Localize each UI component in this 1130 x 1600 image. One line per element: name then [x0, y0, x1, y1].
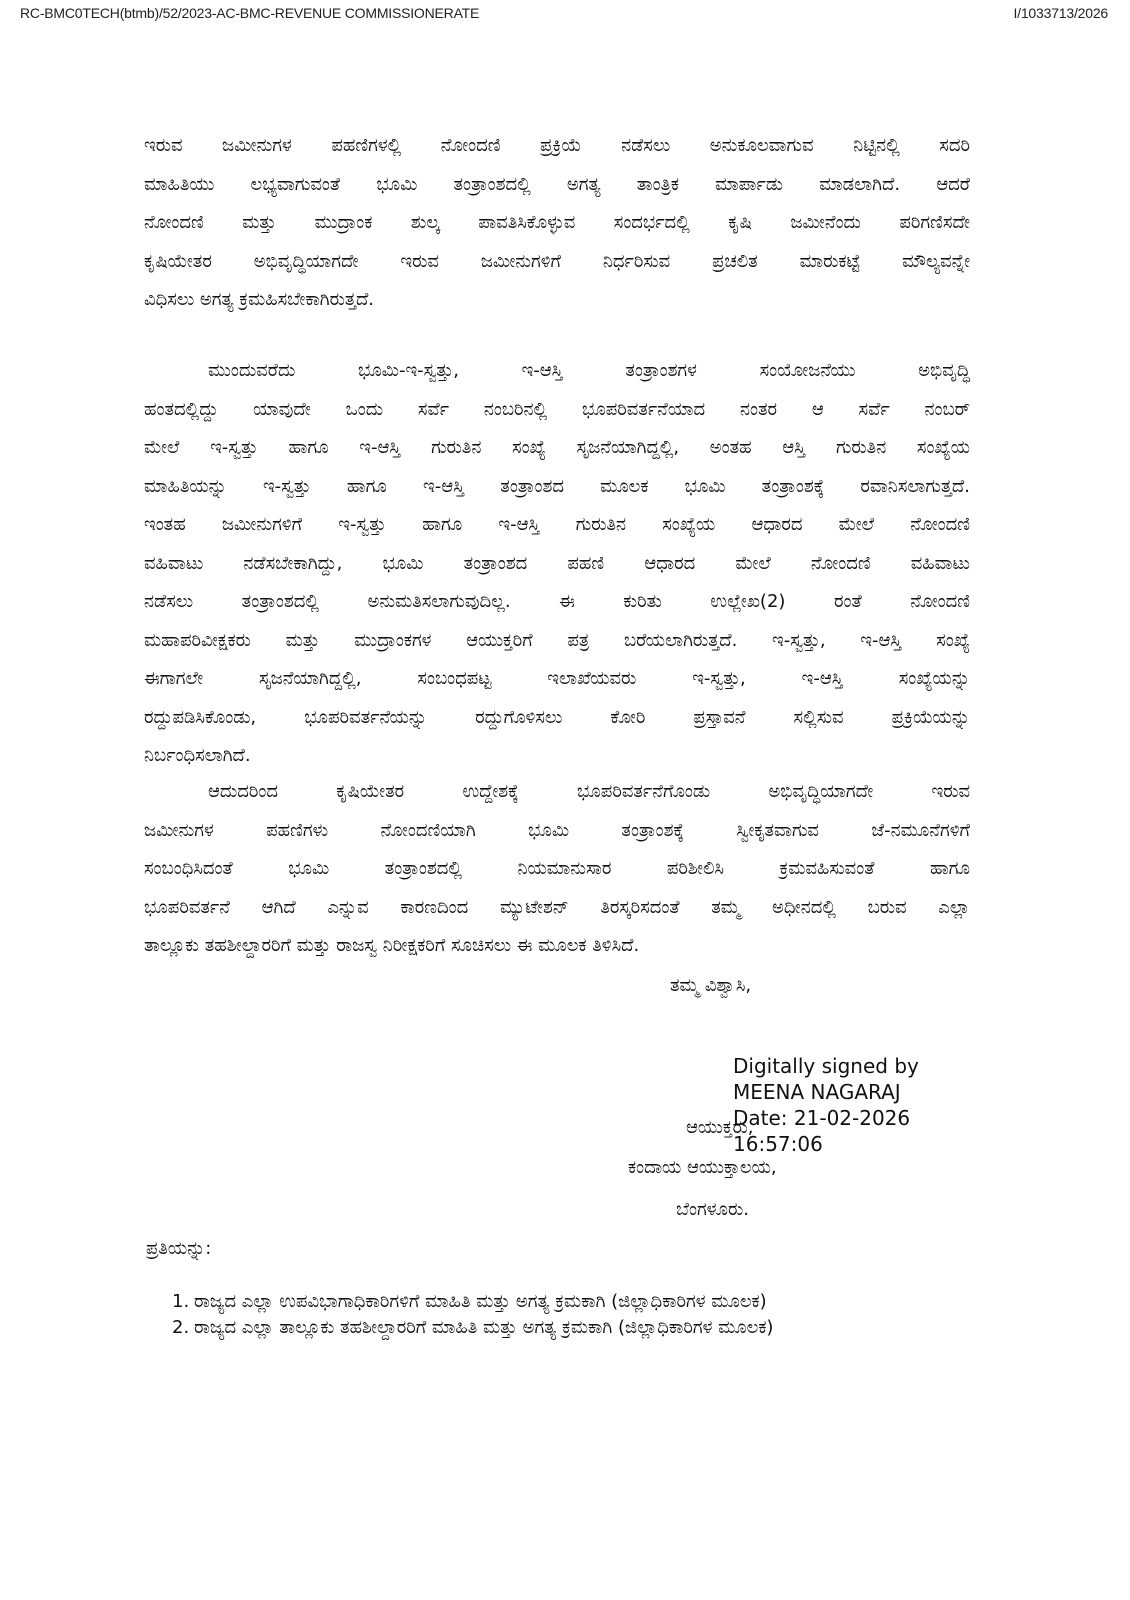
paragraph-1-line: ಮಾಹಿತಿಯು ಲಭ್ಯವಾಗುವಂತೆ ಭೂಮಿ ತಂತ್ರಾಂಶದಲ್ಲಿ ಅಗತ್ಯ ತಾಂತ್ರಿಕ ಮಾರ್ಪಾಡು ಮಾಡಲಾಗಿದೆ. ಆದರೆ	[144, 173, 970, 195]
paragraph-2-line: ಈಗಾಗಲೇ ಸೃಜನೆಯಾಗಿದ್ದಲ್ಲಿ, ಸಂಬಂಧಪಟ್ಟ ಇಲಾಖೆಯವರು ಇ-ಸ್ವತ್ತು, ಇ-ಆಸ್ತಿ ಸಂಖ್ಯೆಯನ್ನು	[144, 668, 970, 689]
signatory-office: ಕಂದಾಯ ಆಯುಕ್ತಾಲಯ,	[628, 1157, 777, 1178]
paragraph-3-line: ಆದುದರಿಂದ ಕೃಷಿಯೇತರ ಉದ್ದೇಶಕ್ಕೆ ಭೂಪರಿವರ್ತನೆಗೊಂಡು ಅಭಿವೃದ್ಧಿಯಾಗದೇ ಇರುವ	[208, 781, 970, 802]
paragraph-3-line: ತಾಲ್ಲೂಕು ತಹಶೀಲ್ದಾರರಿಗೆ ಮತ್ತು ರಾಜಸ್ವ ನಿರೀಕ್ಷಕರಿಗೆ ಸೂಚಿಸಲು ಈ ಮೂಲಕ ತಿಳಿಸಿದೆ.	[144, 935, 640, 956]
paragraph-3-line: ಸಂಬಂಧಿಸಿದಂತೆ ಭೂಮಿ ತಂತ್ರಾಂಶದಲ್ಲಿ ನಿಯಮಾನುಸಾರ ಪರಿಶೀಲಿಸಿ ಕ್ರಮವಹಿಸುವಂತೆ ಹಾಗೂ	[144, 858, 970, 879]
signatory-designation: ಆಯುಕ್ತರು,	[686, 1117, 754, 1138]
paragraph-2	[144, 352, 970, 776]
copy-to-list	[172, 1290, 932, 1342]
paragraph-2-line: ಮೇಲೆ ಇ-ಸ್ವತ್ತು ಹಾಗೂ ಇ-ಆಸ್ತಿ ಗುರುತಿನ ಸಂಖ್ಯೆ ಸೃಜನೆಯಾಗಿದ್ದಲ್ಲಿ, ಅಂತಹ ಆಸ್ತಿ ಗುರುತಿನ ಸಂಖ್ಯೆಯ	[144, 437, 970, 458]
copy-item-number: 2.	[172, 1317, 190, 1338]
paragraph-1-line: ಕೃಷಿಯೇತರ ಅಭಿವೃದ್ಧಿಯಾಗದೇ ಇರುವ ಜಮೀನುಗಳಿಗೆ ನಿರ್ಧರಿಸುವ ಪ್ರಚಲಿತ ಮಾರುಕಟ್ಟೆ ಮೌಲ್ಯವನ್ನೇ	[144, 250, 970, 272]
signature-time: 16:57:06	[733, 1132, 823, 1156]
digital-signature	[733, 1053, 919, 1157]
closing-salutation: ತಮ್ಮ ವಿಶ್ವಾಸಿ,	[670, 975, 752, 996]
copy-to-item	[172, 1290, 932, 1314]
paragraph-2-line: ನಡೆಸಲು ತಂತ್ರಾಂಶದಲ್ಲಿ ಅನುಮತಿಸಲಾಗುವುದಿಲ್ಲ. ಈ ಕುರಿತು ಉಲ್ಲೇಖ(2) ರಂತೆ ನೋಂದಣಿ	[144, 591, 970, 612]
paragraph-3-line: ಜಮೀನುಗಳ ಪಹಣಿಗಳು ನೋಂದಣಿಯಾಗಿ ಭೂಮಿ ತಂತ್ರಾಂಶಕ್ಕೆ ಸ್ವೀಕೃತವಾಗುವ ಜೆ-ನಮೂನೆಗಳಿಗೆ	[144, 819, 970, 841]
paragraph-2-line: ಮುಂದುವರೆದು ಭೂಮಿ-ಇ-ಸ್ವತ್ತು, ಇ-ಆಸ್ತಿ ತಂತ್ರಾಂಶಗಳ ಸಂಯೋಜನೆಯು ಅಭಿವೃದ್ಧಿ	[208, 360, 970, 381]
paragraph-2-line: ಮಹಾಪರಿವೀಕ್ಷಕರು ಮತ್ತು ಮುದ್ರಾಂಕಗಳ ಆಯುಕ್ತರಿಗೆ ಪತ್ರ ಬರೆಯಲಾಗಿರುತ್ತದೆ. ಇ-ಸ್ವತ್ತು, ಇ-ಆಸ್ತಿ ಸಂಖ್ಯೆ	[144, 629, 970, 651]
signature-line: Digitally signed by	[733, 1054, 919, 1078]
copy-item-number: 1.	[172, 1291, 190, 1312]
paragraph-1	[144, 127, 970, 320]
paragraph-2-line: ನಿರ್ಬಂಧಿಸಲಾಗಿದೆ.	[144, 745, 251, 766]
paragraph-3	[144, 773, 970, 966]
paragraph-2-line: ರದ್ದುಪಡಿಸಿಕೊಂಡು, ಭೂಪರಿವರ್ತನೆಯನ್ನು ರದ್ದುಗೊಳಿಸಲು ಕೋರಿ ಪ್ರಸ್ತಾವನೆ ಸಲ್ಲಿಸುವ ಪ್ರಕ್ರಿಯೆಯನ್ನು	[144, 706, 970, 728]
paragraph-1-line: ವಿಧಿಸಲು ಅಗತ್ಯ ಕ್ರಮಹಿಸಬೇಕಾಗಿರುತ್ತದೆ.	[144, 289, 375, 310]
paragraph-1-line: ನೋಂದಣಿ ಮತ್ತು ಮುದ್ರಾಂಕ ಶುಲ್ಕ ಪಾವತಿಸಿಕೊಳ್ಳುವ ಸಂದರ್ಭದಲ್ಲಿ ಕೃಷಿ ಜಮೀನೆಂದು ಪರಿಗಣಿಸದೇ	[144, 212, 970, 233]
paragraph-3-line: ಭೂಪರಿವರ್ತನೆ ಆಗಿದೆ ಎನ್ನುವ ಕಾರಣದಿಂದ ಮ್ಯುಟೇಶನ್ ತಿರಸ್ಕರಿಸದಂತೆ ತಮ್ಮ ಅಧೀನದಲ್ಲಿ ಬರುವ ಎಲ್ಲಾ	[144, 896, 970, 918]
file-reference: RC-BMC0TECH(btmb)/52/2023-AC-BMC-REVENUE COMMISSIONERATE	[20, 5, 480, 21]
document-number: I/1033713/2026	[1013, 5, 1108, 21]
signature-date: Date: 21-02-2026	[733, 1106, 911, 1130]
copy-to-item	[172, 1316, 932, 1340]
paragraph-2-line: ಇಂತಹ ಜಮೀನುಗಳಿಗೆ ಇ-ಸ್ವತ್ತು ಹಾಗೂ ಇ-ಆಸ್ತಿ ಗುರುತಿನ ಸಂಖ್ಯೆಯ ಆಧಾರದ ಮೇಲೆ ನೋಂದಣಿ	[144, 514, 970, 535]
paragraph-2-line: ಮಾಹಿತಿಯನ್ನು ಇ-ಸ್ವತ್ತು ಹಾಗೂ ಇ-ಆಸ್ತಿ ತಂತ್ರಾಂಶದ ಮೂಲಕ ಭೂಮಿ ತಂತ್ರಾಂಶಕ್ಕೆ ರವಾನಿಸಲಾಗುತ್ತದೆ.	[144, 475, 970, 497]
copy-item-text: ರಾಜ್ಯದ ಎಲ್ಲಾ ತಾಲ್ಲೂಕು ತಹಶೀಲ್ದಾರರಿಗೆ ಮಾಹಿತಿ ಮತ್ತು ಅಗತ್ಯ ಕ್ರಮಕಾಗಿ (ಜಿಲ್ಲಾಧಿಕಾರಿಗಳ ಮೂಲಕ)	[194, 1317, 774, 1338]
copy-item-text: ರಾಜ್ಯದ ಎಲ್ಲಾ ಉಪವಿಭಾಗಾಧಿಕಾರಿಗಳಿಗೆ ಮಾಹಿತಿ ಮತ್ತು ಅಗತ್ಯ ಕ್ರಮಕಾಗಿ (ಜಿಲ್ಲಾಧಿಕಾರಿಗಳ ಮೂಲಕ)	[194, 1291, 767, 1312]
paragraph-2-line: ಹಂತದಲ್ಲಿದ್ದು ಯಾವುದೇ ಒಂದು ಸರ್ವೆ ನಂಬರಿನಲ್ಲಿ ಭೂಪರಿವರ್ತನೆಯಾದ ನಂತರ ಆ ಸರ್ವೆ ನಂಬರ್	[144, 398, 970, 420]
copy-to-label: ಪ್ರತಿಯನ್ನು:	[146, 1238, 212, 1259]
signer-name: MEENA NAGARAJ	[733, 1080, 901, 1104]
signatory-city: ಬೆಂಗಳೂರು.	[676, 1199, 749, 1220]
paragraph-2-line: ವಹಿವಾಟು ನಡೆಸಬೇಕಾಗಿದ್ದು, ಭೂಮಿ ತಂತ್ರಾಂಶದ ಪಹಣಿ ಆಧಾರದ ಮೇಲೆ ನೋಂದಣಿ ವಹಿವಾಟು	[144, 552, 970, 574]
paragraph-1-line: ಇರುವ ಜಮೀನುಗಳ ಪಹಣಿಗಳಲ್ಲಿ ನೋಂದಣಿ ಪ್ರಕ್ರಿಯೆ ನಡೆಸಲು ಅನುಕೂಲವಾಗುವ ನಿಟ್ಟಿನಲ್ಲಿ ಸದರಿ	[144, 135, 970, 156]
